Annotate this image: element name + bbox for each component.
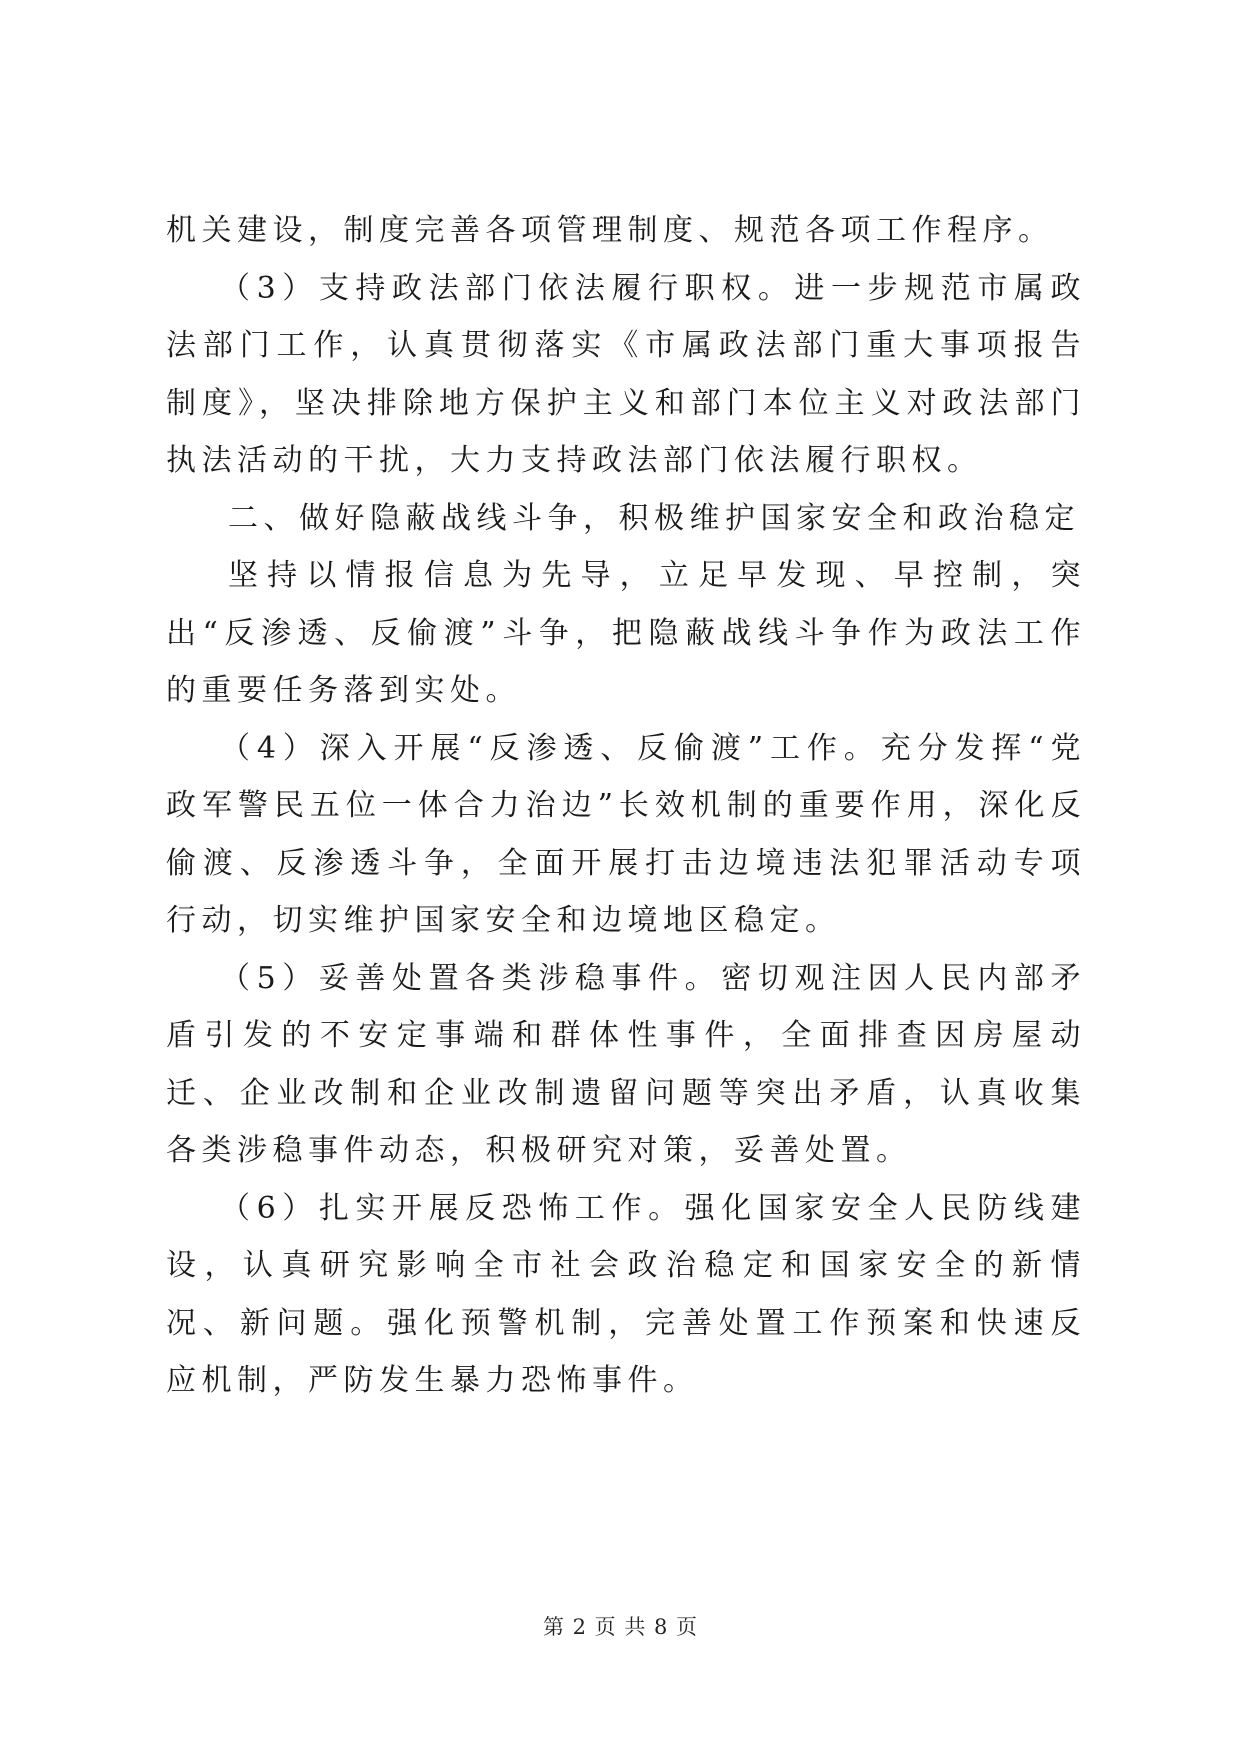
paragraph-item-3: （3）支持政法部门依法履行职权。进一步规范市属政法部门工作，认真贯彻落实《市属政法部门重大事项报告制度》，坚决排除地方保护主义和部门本位主义对政法部门执法活动的干扰，大力支持政法部门依法履行职权。 [166, 270, 1086, 478]
paragraph-item-5: （5）妥善处置各类涉稳事件。密切观注因人民内部矛盾引发的不安定事端和群体性事件，全面排查因房屋动迁、企业改制和企业改制遗留问题等突出矛盾，认真收集各类涉稳事件动态，积极研究对策，妥善处置。 [166, 960, 1086, 1168]
paragraph-continuation: 机关建设，制度完善各项管理制度、规范各项工作程序。 [166, 213, 1054, 248]
document-body [166, 202, 1086, 1410]
paragraph-item-6: （6）扎实开展反恐怖工作。强化国家安全人民防线建设，认真研究影响全市社会政治稳定和国家安全的新情况、新问题。强化预警机制，完善处置工作预案和快速反应机制，严防发生暴力恐怖事件。 [166, 1190, 1086, 1398]
page-number-footer: 第 2 页 共 8 页 [542, 1615, 699, 1639]
paragraph-section-intro: 坚持以情报信息为先导，立足早发现、早控制，突出“反渗透、反偷渡”斗争，把隐蔽战线斗争作为政法工作的重要任务落到实处。 [166, 558, 1086, 708]
section-heading-2: 二、做好隐蔽战线斗争，积极维护国家安全和政治稳定 [228, 500, 1080, 536]
paragraph-item-4: （4）深入开展“反渗透、反偷渡”工作。充分发挥“党政军警民五位一体合力治边”长效机制的重要作用，深化反偷渡、反渗透斗争，全面开展打击边境违法犯罪活动专项行动，切实维护国家安全和边境地区稳定。 [166, 730, 1086, 938]
